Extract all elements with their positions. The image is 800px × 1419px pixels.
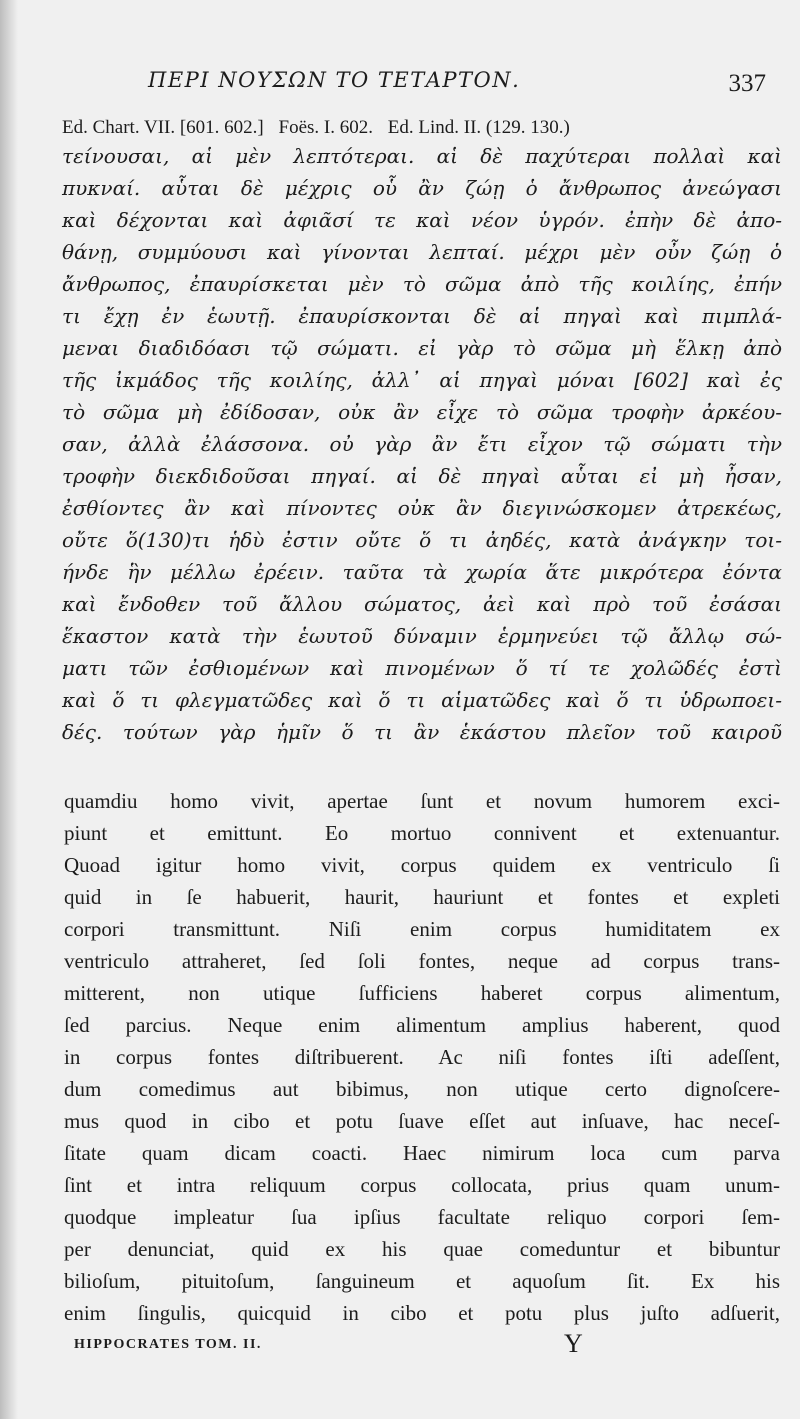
greek-line: τροφὴν διεκδιδοῦσαι πηγαί. αἱ δὲ πηγαὶ αὗται εἰ μὴ ἦσαν, xyxy=(62,464,782,488)
latin-line: corpori transmittunt. Niſi enim corpus humiditatem ex xyxy=(64,917,780,941)
latin-line: Quoad igitur homo vivit, corpus quidem ex ventriculo ſi xyxy=(64,853,780,877)
greek-line: τείνουσαι, αἱ μὲν λεπτότεραι. αἱ δὲ παχύτεραι πολλαὶ καὶ xyxy=(62,144,782,168)
latin-line: ſitate quam dicam coacti. Haec nimirum loca cum parva xyxy=(64,1141,780,1165)
latin-line: mitterent, non utique ſufficiens haberet corpus alimentum, xyxy=(64,981,780,1005)
latin-line: ſint et intra reliquum corpus collocata, prius quam unum- xyxy=(64,1173,780,1197)
greek-line: τι ἔχῃ ἐν ἑωυτῇ. ἐπαυρίσκονται δὲ αἱ πηγαὶ καὶ πιμπλά- xyxy=(62,304,782,328)
page-footer xyxy=(74,1325,774,1365)
latin-text xyxy=(64,785,780,1329)
greek-line: δές. τούτων γὰρ ἡμῖν ὅ τι ἂν ἑκάστου πλεῖον τοῦ καιροῦ xyxy=(62,720,782,744)
latin-line: ventriculo attraheret, ſed ſoli fontes, neque ad corpus trans- xyxy=(64,949,780,973)
latin-line: quid in ſe habuerit, haurit, hauriunt et fontes et expleti xyxy=(64,885,780,909)
latin-line: piunt et emittunt. Eo mortuo connivent et extenuantur. xyxy=(64,821,780,845)
latin-line: ſed parcius. Neque enim alimentum amplius haberent, quod xyxy=(64,1013,780,1037)
latin-line: enim ſingulis, quicquid in cibo et potu plus juſto adſuerit, xyxy=(64,1301,780,1325)
edition-lind-ref: Ed. Lind. II. (129. 130.) xyxy=(387,117,570,138)
latin-line: quodque impleatur ſua ipſius facultate reliquo corpori ſem- xyxy=(64,1205,780,1229)
latin-line: in corpus fontes diſtribuerent. Ac niſi fontes iſti adeſſent, xyxy=(64,1045,780,1069)
gathering-signature: Y xyxy=(564,1329,583,1358)
greek-text xyxy=(62,140,782,748)
greek-line: καὶ δέχονται καὶ ἀφιᾶσί τε καὶ νέον ὑγρόν. ἐπὴν δὲ ἀπο- xyxy=(62,208,782,232)
volume-signature: HIPPOCRATES TOM. II. xyxy=(74,1337,262,1352)
greek-line: καὶ ἔνδοθεν τοῦ ἄλλου σώματος, ἀεὶ καὶ πρὸ τοῦ ἐσάσαι xyxy=(62,592,782,616)
latin-line: dum comedimus aut bibimus, non utique certo dignoſcere- xyxy=(64,1077,780,1101)
running-head xyxy=(60,60,772,110)
greek-line: πυκναί. αὗται δὲ μέχρις οὗ ἂν ζώῃ ὁ ἄνθρωπος ἀνεώγασι xyxy=(62,176,782,200)
greek-line: ἐσθίοντες ἂν καὶ πίνοντες οὐκ ἂν διεγινώσκομεν ἀτρεκέως, xyxy=(62,496,782,520)
edition-foes-ref: Foës. I. 602. xyxy=(278,117,373,138)
greek-line: ματι τῶν ἐσθιομένων καὶ πινομένων ὅ τί τε χολῶδές ἐστὶ xyxy=(62,656,782,680)
greek-line: μεναι διαδιδόασι τῷ σώματι. εἰ γὰρ τὸ σῶμα μὴ ἕλκῃ ἀπὸ xyxy=(62,336,782,360)
greek-line: ἕκαστον κατὰ τὴν ἑωυτοῦ δύναμιν ἑρμηνεύει τῷ ἄλλῳ σώ- xyxy=(62,624,782,648)
page-number: 337 xyxy=(728,70,766,97)
greek-line: ἄνθρωπος, ἐπαυρίσκεται μὲν τὸ σῶμα ἀπὸ τῆς κοιλίης, ἐπήν xyxy=(62,272,782,296)
gutter-shadow xyxy=(0,0,18,1419)
edition-references xyxy=(62,117,782,139)
greek-line: ήνδε ἣν μέλλω ἐρέειν. ταῦτα τὰ χωρία ἅτε μικρότερα ἐόντα xyxy=(62,560,782,584)
latin-line: bilioſum, pituitoſum, ſanguineum et aquoſum ſit. Ex his xyxy=(64,1269,780,1293)
edition-chart-ref: Ed. Chart. VII. [601. 602.] xyxy=(62,117,264,138)
running-title: ΠΕΡΙ ΝΟΥΣΩΝ ΤΟ ΤΕΤΑΡΤΟΝ. xyxy=(148,68,521,92)
greek-line: τῆς ἰκμάδος τῆς κοιλίης, ἀλλ᾽ αἱ πηγαὶ μόναι [602] καὶ ἐς xyxy=(62,368,782,392)
greek-line: σαν, ἀλλὰ ἐλάσσονα. οὐ γὰρ ἂν ἔτι εἶχον τῷ σώματι τὴν xyxy=(62,432,782,456)
greek-line: τὸ σῶμα μὴ ἐδίδοσαν, οὐκ ἂν εἶχε τὸ σῶμα τροφὴν ἀρκέου- xyxy=(62,400,782,424)
greek-line: καὶ ὅ τι φλεγματῶδες καὶ ὅ τι αἱματῶδες καὶ ὅ τι ὑδρωποει- xyxy=(62,688,782,712)
greek-line: θάνῃ, συμμύουσι καὶ γίνονται λεπταί. μέχρι μὲν οὖν ζώῃ ὁ xyxy=(62,240,782,264)
latin-line: quamdiu homo vivit, apertae ſunt et novum humorem exci- xyxy=(64,789,780,813)
greek-line: οὔτε ὅ(130)τι ἡδὺ ἐστιν οὔτε ὅ τι ἀηδές, κατὰ ἀνάγκην τοι- xyxy=(62,528,782,552)
latin-line: mus quod in cibo et potu ſuave eſſet aut inſuave, hac neceſ- xyxy=(64,1109,780,1133)
latin-line: per denunciat, quid ex his quae comeduntur et bibuntur xyxy=(64,1237,780,1261)
